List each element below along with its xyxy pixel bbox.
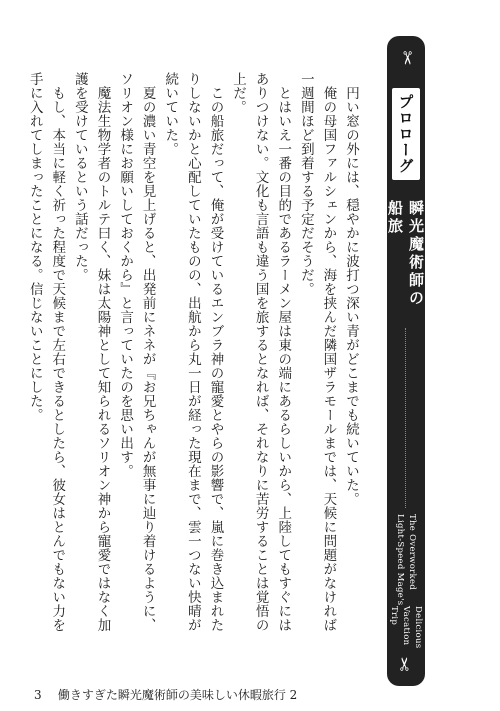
english-subtitle: [387, 514, 425, 664]
subtitle-line-2: Delicious Vacation Trip: [389, 606, 423, 649]
chapter-header-bar: [387, 36, 425, 686]
paragraph: 夏の濃い青空を見上げると、出発前にネネが『お兄ちゃんが無事に辿り着けるように、ソリオン様にお願いしておくから』と言っていたのを思い出す。: [117, 72, 156, 632]
book-title: 働きすぎた瞬光魔術師の美味しい休暇旅行 2: [57, 688, 298, 702]
paragraph: 円い窓の外には、穏やかに波打つ深い青がどこまでも続いていた。: [343, 72, 359, 506]
scissors-icon: ✂: [396, 50, 417, 66]
paragraph: もし、本当に軽く祈った程度で天候まで左右できるとしたら、彼女はとんでもない力を手に入れてしまったことになる。信じないことにした。: [26, 72, 66, 632]
chapter-title: 瞬光魔術師の船旅: [386, 200, 425, 308]
paragraph: 魔法生物学者のトルテ曰く、妹は太陽神として知られるソリオン神から寵愛ではなく加護を受けているという話だった。: [71, 72, 111, 632]
body-text: [26, 72, 362, 637]
paragraph: 俺の母国ファルシェンから、海を挟んだ隣国ザラモールまでは、天候に問題がなければ一週間ほど到着する予定だそうだ。: [297, 72, 337, 632]
scissors-icon: ✂: [395, 656, 416, 672]
dotted-divider: [405, 328, 406, 508]
page-footer: [34, 686, 297, 703]
subtitle-line-1: The Overworked Light-Speed Mage's: [395, 514, 417, 606]
chapter-label: プロローグ: [392, 88, 420, 180]
page-number: 3: [34, 688, 42, 702]
paragraph: この船旅だって、俺が受けているエンブラ神の寵愛とやらの影響で、嵐に巻き込まれたりしないかと心配していたものの、出航から丸一日が経った現在まで、雲一つない快晴が続いていた。: [162, 72, 224, 632]
paragraph: とはいえ一番の目的であるラーメン屋は東の端にあるらしいから、上陸してもすぐにはありつけない。文化も言語も違う国を旅するとなれば、それなりに苦労することは覚悟の上だ。: [230, 72, 292, 632]
